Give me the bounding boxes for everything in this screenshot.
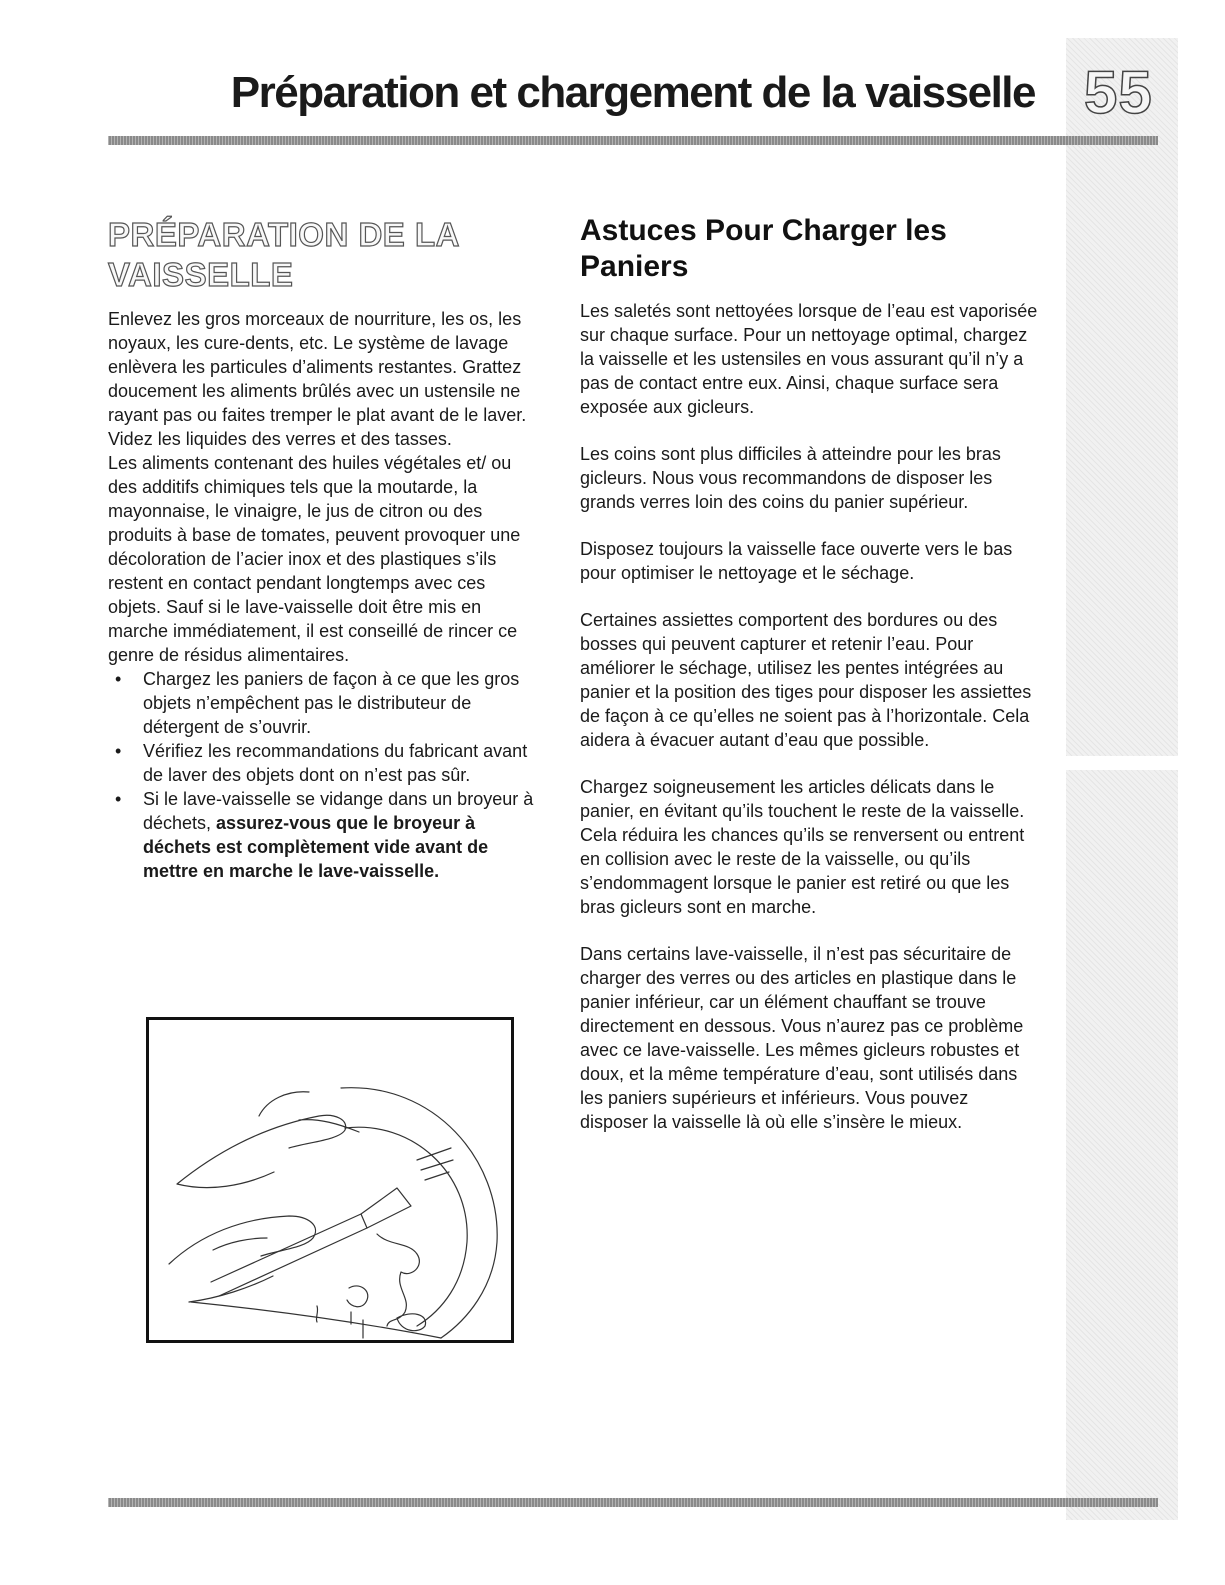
drip-lines xyxy=(316,1306,363,1338)
paragraph-scraping: Enlevez les gros morceaux de nourriture, les os, les noyaux, les cure-dents, etc. Le système de lavage enlèvera les particules d’aliments restantes. Grattez doucement les aliments brûlés avec un ustensile ne rayant pas ou faites tremper le plat avant de le laver. Videz les liquides des verres et des tasses. xyxy=(108,309,527,449)
plate-rim-inner xyxy=(345,1127,467,1326)
decorative-side-strip xyxy=(1066,38,1178,1520)
section-heading-loading-tips: Astuces Pour Charger les Paniers xyxy=(580,214,947,283)
side-strip-gap xyxy=(1066,756,1178,770)
paragraph: Dans certains lave-vaisselle, il n’est pas sécuritaire de charger des verres ou des articles en plastique dans le panier inférieur, car un élément chauffant se trouve directement en dessous. Vous n’aurez pas ce problème avec ce lave-vaisselle. Les mêmes gicleurs robustes et doux, et la même température d’eau, sont utilisés dans les paniers supérieurs et inférieurs. Vous pouvez disposer la vaisselle là où elle s’insère le mieux. xyxy=(580,944,1024,1132)
heading-line-2: VAISSELLE xyxy=(108,256,294,293)
right-column xyxy=(580,213,1040,1157)
paragraph: Chargez soigneusement les articles délicats dans le panier, en évitant qu’ils touchent le reste de la vaisselle. Cela réduira les chances qu’ils se renversent ou entrent en collision avec le reste de la vaisselle, ou qu’ils s’endommagent lorsque le panier est retiré ou que les bras gicleurs sont en marche. xyxy=(580,777,1025,917)
header-rule xyxy=(108,136,1158,145)
spatula-blade xyxy=(361,1188,411,1228)
list-item xyxy=(143,787,543,883)
paragraph: Les saletés sont nettoyées lorsque de l’eau est vaporisée sur chaque surface. Pour un nettoyage optimal, chargez la vaisselle et les ustensiles en vous assurant qu’il n’y a pas de contact entre eux. Ainsi, chaque surface sera exposée aux gicleurs. xyxy=(580,301,1038,417)
lower-hand xyxy=(169,1216,316,1302)
upper-hand xyxy=(177,1092,359,1188)
paragraph: Certaines assiettes comportent des bordures ou des bosses qui peuvent capturer et retenir l’eau. Pour améliorer le séchage, utilisez les pentes intégrées au panier et la position des tiges pour disposer les assiettes de façon à ce qu’elles ne soient pas à l’horizontale. Cela aidera à évacuer autant d’eau que possible. xyxy=(580,610,1032,750)
bullet-text: Si le lave-vaisselle se vidange dans un broyeur à déchets, xyxy=(143,789,534,833)
section-heading-preparation xyxy=(108,215,543,295)
list-item: • Vérifiez les recommandations du fabricant avant de laver des objets dont on n’est pas sûr. xyxy=(143,739,543,787)
page-number: 55 xyxy=(1084,59,1153,126)
spatula-handle xyxy=(211,1214,367,1296)
heading-line-1: PRÉPARATION DE LA xyxy=(108,216,460,253)
plate-rim-outer xyxy=(341,1088,497,1338)
list-item: • Chargez les paniers de façon à ce que les gros objets n’empêchent pas le distributeur de détergent de s’ouvrir. xyxy=(143,667,543,739)
paragraph: Les coins sont plus difficiles à atteindre pour les bras gicleurs. Nous vous recommandons de disposer les grands verres loin des coins du panier supérieur. xyxy=(580,444,1001,512)
page-title: Préparation et chargement de la vaisselle xyxy=(230,68,1035,117)
footer-rule xyxy=(108,1498,1158,1507)
tips-list xyxy=(108,667,543,883)
food-scraps xyxy=(347,1234,426,1331)
left-column xyxy=(108,215,543,883)
paragraph-acidic-foods: Les aliments contenant des huiles végétales et/ ou des additifs chimiques tels que la moutarde, la mayonnaise, le vinaigre, le jus de citron ou des produits à base de tomates, peuvent provoquer une décoloration de l’acier inox et des plastiques s’ils restent en contact pendant longtemps avec ces objets. Sauf si le lave-vaisselle doit être mis en marche immédiatement, il est conseillé de rincer ce genre de résidus alimentaires. xyxy=(108,453,521,665)
scraping-plate-illustration xyxy=(146,1017,514,1343)
paragraph: Disposez toujours la vaisselle face ouverte vers le bas pour optimiser le nettoyage et le séchage. xyxy=(580,539,1013,583)
plate-shine xyxy=(417,1148,453,1180)
bullet-warning-bold: assurez-vous que le broyeur à déchets est complètement vide avant de mettre en marche le lave-vaisselle. xyxy=(143,813,489,881)
